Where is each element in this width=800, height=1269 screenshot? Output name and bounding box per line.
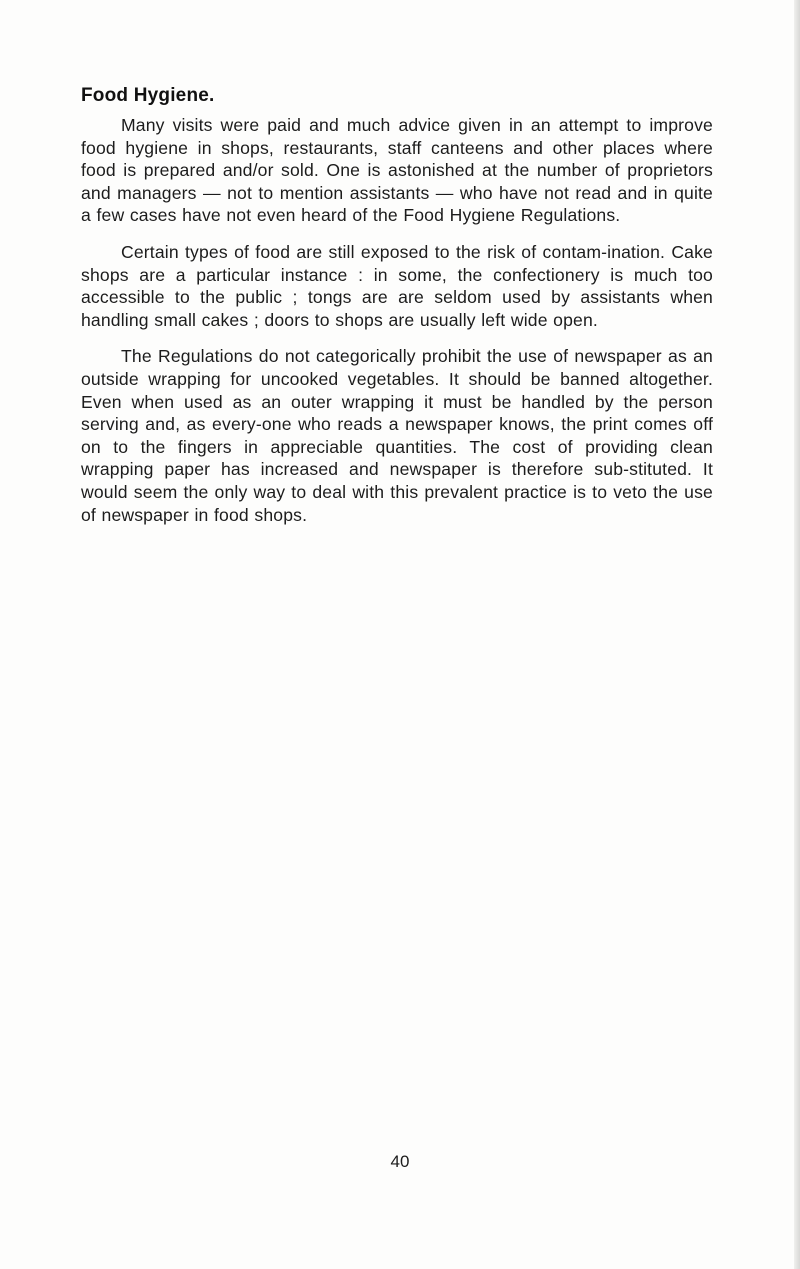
paragraph-1: Many visits were paid and much advice given in an attempt to improve food hygiene in shops, restaurants, staff canteens and other places where food is prepared and/or sold. One is astonished at the number of proprietors and managers — not to mention assistants — who have not read and in quite a few cases have not even heard of the Food Hygiene Regulations. xyxy=(81,115,713,226)
section-heading: Food Hygiene. xyxy=(81,85,215,106)
paragraph-3: The Regulations do not categorically prohibit the use of newspaper as an outside wrapping for uncooked vegetables. It should be banned altogether. Even when used as an outer wrapping it must be handled by the person serving and, as every-one who reads a newspaper knows, the print comes off on to the fingers in appreciable quantities. The cost of providing clean wrapping paper has increased and newspaper is therefore sub-stituted. It would seem the only way to deal with this prevalent practice is to veto the use of newspaper in food shops. xyxy=(81,346,713,525)
page-edge-shadow xyxy=(794,0,800,1269)
paragraph-2: Certain types of food are still exposed to the risk of contam-ination. Cake shops are a particular instance : in some, the confectionery is much too accessible to the public ; tongs are are seldom used by assistants when handling small cakes ; doors to shops are usually left wide open. xyxy=(81,241,713,330)
body-text xyxy=(81,114,713,540)
page-number: 40 xyxy=(390,1152,410,1171)
